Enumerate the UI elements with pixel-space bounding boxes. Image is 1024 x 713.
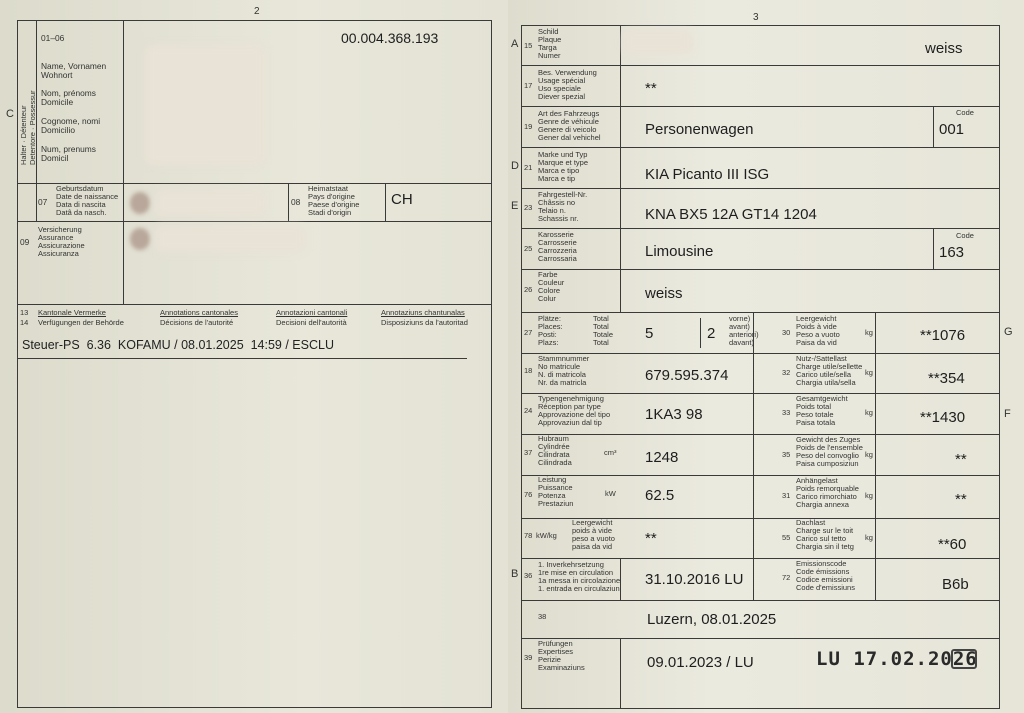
registration-number-value: 679.595.374	[645, 367, 729, 384]
payload-unit: kg	[865, 368, 873, 377]
tax-annotation: Steuer-PS 6.36 KOFAMU / 08.01.2025 14:59 / ESCLU	[22, 338, 334, 352]
redacted-plate	[623, 30, 693, 54]
owner-name-label-it: Cognome, nomi Domicilio	[41, 116, 101, 135]
chassis-label: Fahrgestell-Nr. Châssis no Telaio n. Schassis nr.	[538, 190, 588, 223]
color-value: weiss	[645, 285, 683, 302]
owner-side-label-1: Halter · Détenteur	[19, 105, 28, 165]
origin-label: Heimatstaat Pays d'origine Paese d'origine Stadi d'origin	[308, 184, 360, 217]
row-72-number: 72	[782, 573, 791, 582]
row-35-number: 35	[782, 450, 791, 459]
displacement-unit: cm³	[604, 448, 617, 457]
field-13-number: 13	[20, 308, 29, 317]
vehicle-type-code: 001	[939, 121, 965, 138]
places-front-label: vorne) avant) anteriori) davant)	[729, 314, 759, 347]
row-letter-e: E	[511, 200, 519, 212]
train-weight-value: **	[955, 451, 967, 468]
inspections-label: Prüfungen Expertises Perizie Examinaziuns	[538, 639, 585, 672]
redacted-insurance-mark	[130, 228, 150, 250]
vehicle-type-code-label: Code	[956, 108, 974, 117]
page-number-left: 2	[254, 6, 260, 17]
row-letter-a: A	[511, 38, 519, 50]
row-21-number: 21	[524, 163, 533, 172]
towing-load-unit: kg	[865, 491, 873, 500]
row-25-number: 25	[524, 244, 533, 253]
empty-weight-label: Leergewicht Poids à vide Peso a vuoto Paisa da vid	[796, 314, 840, 347]
row-24-number: 24	[524, 406, 533, 415]
row-36-number: 36	[524, 571, 533, 580]
towing-load-label: Anhängelast Poids remorquable Carico rimorchiato Chargia annexa	[796, 476, 859, 509]
payload-value: **354	[928, 370, 965, 387]
train-weight-label: Gewicht des Zuges Poids de l'ensemble Peso del convoglio Paisa cumposiziun	[796, 435, 863, 468]
type-approval-value: 1KA3 98	[645, 406, 703, 423]
row-letter-d: D	[511, 160, 519, 172]
train-weight-unit: kg	[865, 450, 873, 459]
row-38-number: 38	[538, 612, 547, 621]
issue-place-date: Luzern, 08.01.2025	[647, 611, 777, 628]
roof-load-label: Dachlast Charge sur le toit Carico sul tetto Chargia sin il tetg	[796, 518, 854, 551]
total-weight-unit: kg	[865, 408, 873, 417]
places-total: 5	[645, 325, 654, 342]
row-33-number: 33	[782, 408, 791, 417]
document-number: 00.004.368.193	[341, 30, 439, 46]
redacted-birthdate	[155, 190, 265, 216]
first-registration-label: 1. Inverkehrsetzung 1re mise en circulation 1a messa in circolazione 1. entrada en circulaziun	[538, 560, 621, 593]
total-weight-label: Gesamtgewicht Poids total Peso totale Paisa totala	[796, 394, 848, 427]
row-37-number: 37	[524, 448, 533, 457]
roof-load-unit: kg	[865, 533, 873, 542]
make-model-label: Marke und Typ Marque et type Marca e tipo Marca e tip	[538, 150, 589, 183]
special-use-value: **	[645, 80, 657, 97]
left-page	[0, 0, 508, 713]
empty-weight-value: **1076	[920, 327, 966, 344]
power-weight-label: kW/kg	[536, 531, 557, 540]
row-23-number: 23	[524, 203, 533, 212]
special-use-label: Bes. Verwendung Usage spécial Uso speciale Diever spezial	[538, 68, 597, 101]
right-page	[508, 0, 1024, 713]
inspection-stamp: LU 17.02.2026	[816, 648, 978, 670]
power-weight-value: **	[645, 530, 657, 547]
body-label: Karosserie Carrosserie Carrozzeria Carrossaria	[538, 230, 577, 263]
roof-load-value: **60	[938, 536, 967, 553]
vehicle-type-label: Art des Fahrzeugs Genre de véhicule Genere di veicolo Gener dal vehichel	[538, 109, 601, 142]
first-registration-value: 31.10.2016 LU	[645, 571, 744, 588]
authority-fr: Décisions de l'autorité	[160, 318, 234, 327]
row-26-number: 26	[524, 285, 533, 294]
authority-de: Verfügungen der Behörde	[38, 318, 124, 327]
row-letter-g: G	[1004, 326, 1013, 338]
plate-label: Schild Plaque Targa Numer	[538, 27, 562, 60]
displacement-value: 1248	[645, 449, 679, 466]
body-code-label: Code	[956, 231, 974, 240]
plate-value: weiss	[925, 40, 963, 57]
vehicle-type-value: Personenwagen	[645, 121, 754, 138]
total-weight-value: **1430	[920, 409, 966, 426]
places-front: 2	[707, 325, 716, 342]
owner-name-label-rm: Num, prenums Domicil	[41, 144, 96, 163]
chassis-value: KNA BX5 12A GT14 1204	[645, 206, 817, 223]
row-31-number: 31	[782, 491, 791, 500]
row-15-number: 15	[524, 41, 533, 50]
color-label: Farbe Couleur Colore Colur	[538, 270, 565, 303]
origin-value: CH	[391, 191, 413, 208]
field-07-number: 07	[38, 197, 48, 207]
registration-number-label: Stammnummer No matricule N. di matricola Nr. da matricla	[538, 354, 590, 387]
row-78-number: 78	[524, 531, 533, 540]
payload-label: Nutz-/Sattellast Charge utile/sellette Carico utile/sella Chargia utila/sella	[796, 354, 863, 387]
row-30-number: 30	[782, 328, 791, 337]
row-19-number: 19	[524, 122, 533, 131]
last-inspection-value: 09.01.2023 / LU	[647, 654, 754, 671]
row-27-number: 27	[524, 328, 533, 337]
towing-load-value: **	[955, 491, 967, 508]
row-18-number: 18	[524, 366, 533, 375]
stamp-logo-icon	[951, 649, 977, 669]
authority-it: Decisioni dell'autorità	[276, 318, 347, 327]
row-32-number: 32	[782, 368, 791, 377]
row-17-number: 17	[524, 81, 533, 90]
displacement-label: Hubraum Cylindrée Cilindrata Cilindrada	[538, 434, 572, 467]
row-39-number: 39	[524, 653, 533, 662]
row-55-number: 55	[782, 533, 791, 542]
redacted-insurance	[155, 226, 305, 252]
emission-code-value: B6b	[942, 576, 969, 593]
annotation-rm: Annotaziuns chantunalas	[381, 308, 465, 317]
power-label: Leistung Puissance Potenza Prestaziun	[538, 475, 574, 508]
make-model-value: KIA Picanto III ISG	[645, 166, 770, 183]
redacted-owner-name	[145, 45, 265, 165]
owner-name-label-de: Name, Vornamen Wohnort	[41, 61, 107, 80]
places-label: Plätze: Places: Posti: Plazs:	[538, 314, 563, 347]
annotation-it: Annotazioni cantonali	[276, 308, 348, 317]
redacted-birthdate-mark	[130, 192, 150, 214]
owner-range: 01–06	[41, 33, 65, 43]
body-value: Limousine	[645, 243, 714, 260]
field-14-number: 14	[20, 318, 29, 327]
power-unit: kW	[605, 489, 616, 498]
authority-rm: Disposiziuns da l'autoritad	[381, 318, 468, 327]
annotation-fr: Annotations cantonales	[160, 308, 238, 317]
letter-c: C	[6, 108, 14, 120]
insurance-label: Versicherung Assurance Assicurazione Assicuranza	[38, 225, 85, 258]
row-letter-f: F	[1004, 408, 1011, 420]
annotation-de: Kantonale Vermerke	[38, 308, 106, 317]
owner-name-label-fr: Nom, prénoms Domicile	[41, 88, 96, 107]
places-total-label: Total Total Totale Total	[593, 314, 614, 347]
power-weight-sub-label: Leergewicht poids à vide peso a vuoto paisa da vid	[572, 518, 615, 551]
row-letter-b: B	[511, 568, 519, 580]
birthdate-label: Geburtsdatum Date de naissance Data di nascita Datâ da nasch.	[56, 184, 119, 217]
empty-weight-unit: kg	[865, 328, 873, 337]
page-number-right: 3	[753, 12, 759, 23]
power-value: 62.5	[645, 487, 675, 504]
emission-code-label: Emissionscode Code émissions Codice emissioni Code d'emissiuns	[796, 559, 855, 592]
body-code: 163	[939, 244, 965, 261]
owner-side-label-2: Detentore · Possessur	[28, 90, 37, 165]
field-08-number: 08	[291, 197, 301, 207]
row-76-number: 76	[524, 490, 533, 499]
type-approval-label: Typengenehmigung Réception par type Approvazione del tipo Approvaziun dal tip	[538, 394, 611, 427]
field-09-number: 09	[20, 237, 30, 247]
